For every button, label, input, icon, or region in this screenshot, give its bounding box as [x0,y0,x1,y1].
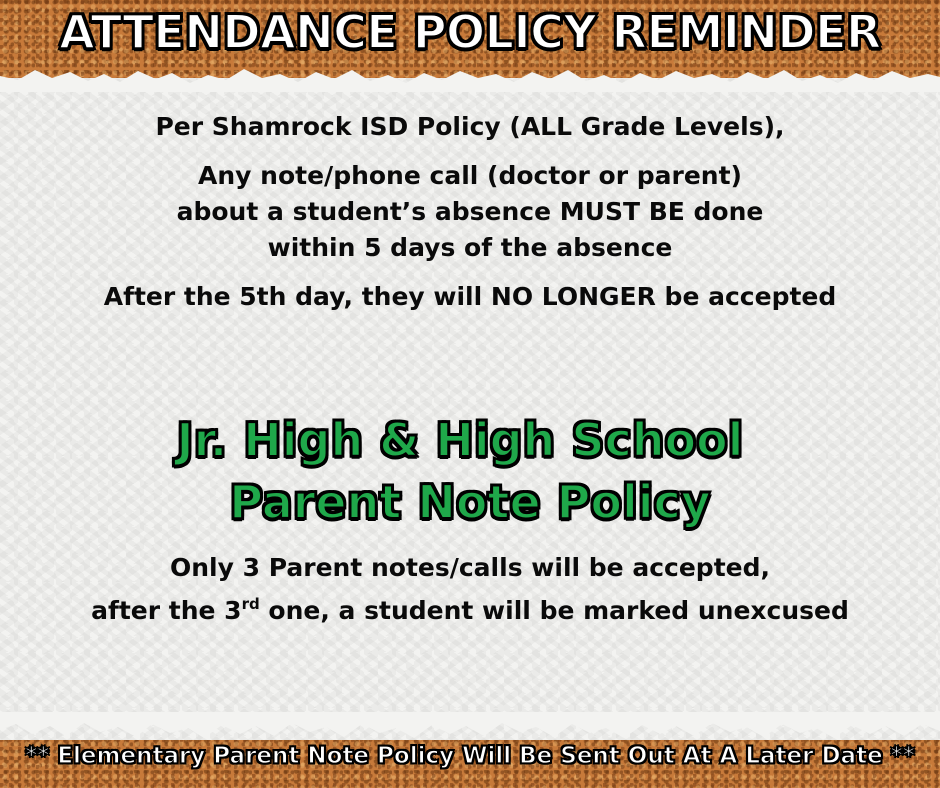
consequence-rest: one, a student will be marked unexcused [259,596,849,625]
policy-intro: Per Shamrock ISD Policy (ALL Grade Levels), [155,112,785,141]
ordinal-suffix: rd [241,595,260,613]
secondary-heading-line-2: Parent Note Policy [229,475,711,529]
policy-deadline: After the 5th day, they will NO LONGER be accepted [103,282,837,311]
page-title: ATTENDANCE POLICY REMINDER [59,5,881,59]
policy-rule-line-2: about a student’s absence MUST BE done [176,197,764,226]
torn-edge-top [0,62,940,92]
policy-rule-line-1: Any note/phone call (doctor or parent) [198,161,742,190]
footer-notice: ** Elementary Parent Note Policy Will Be Sent Out At A Later Date ** [25,743,915,769]
policy-rule [0,158,940,266]
consequence-prefix: after the 3 [91,596,242,625]
secondary-heading-line-1: Jr. High & High School [176,413,744,467]
parent-note-consequence [0,586,940,629]
policy-rule-line-3: within 5 days of the absence [267,233,673,262]
parent-note-limit: Only 3 Parent notes/calls will be accepted, [170,553,770,582]
